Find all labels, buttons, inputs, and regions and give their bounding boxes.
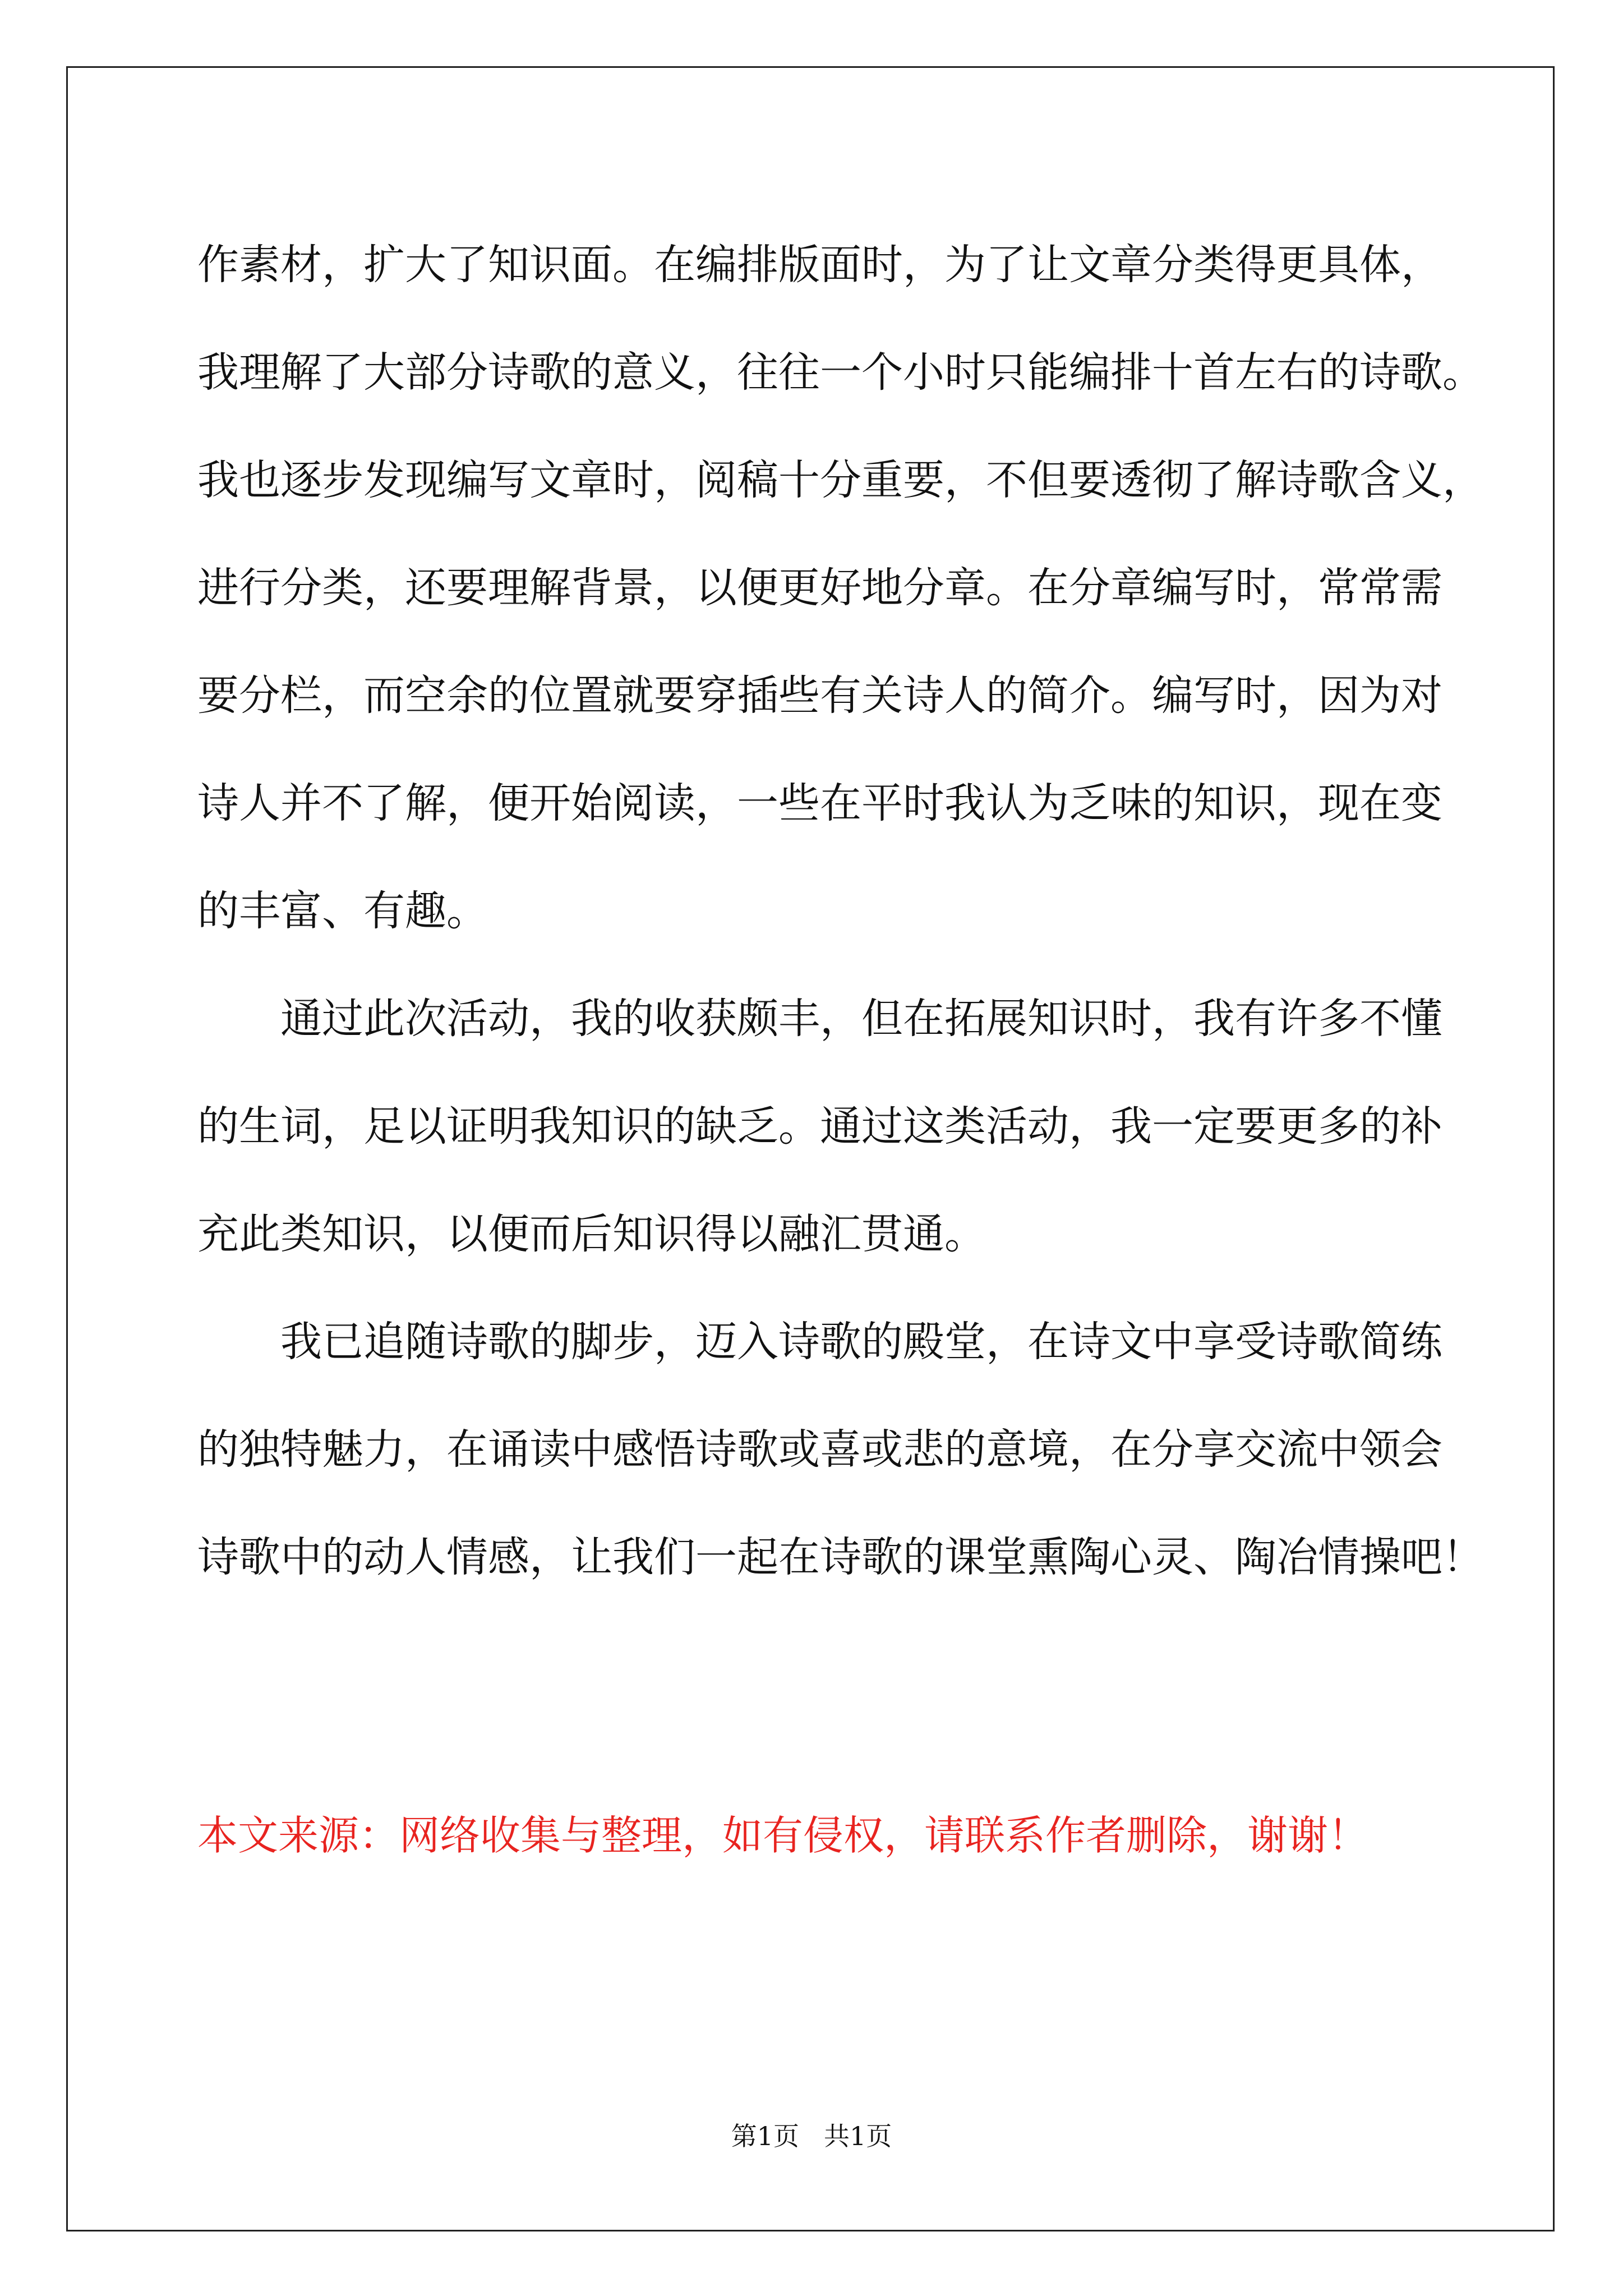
- text-line: 我已追随诗歌的脚步，迈入诗歌的殿堂，在诗文中享受诗歌简练: [280, 1318, 1442, 1366]
- text-line: 的生词，足以证明我知识的缺乏。通过这类活动，我一定要更多的补: [197, 1102, 1442, 1151]
- text-line: 进行分类，还要理解背景，以便更好地分章。在分章编写时，常常需: [197, 564, 1442, 612]
- text-line: 诗人并不了解，便开始阅读，一些在平时我认为乏味的知识，现在变: [197, 779, 1442, 827]
- paragraph-2: [197, 965, 1442, 1288]
- paragraph-1: [197, 211, 1484, 965]
- text-line: 诗歌中的动人情感，让我们一起在诗歌的课堂熏陶心灵、陶冶情操吧！: [197, 1533, 1484, 1581]
- text-line: 作素材，扩大了知识面。在编排版面时，为了让文章分类得更具体，: [197, 241, 1442, 289]
- paragraph-3: [197, 1288, 1484, 1611]
- text-line: 要分栏，而空余的位置就要穿插些有关诗人的简介。编写时，因为对: [197, 671, 1442, 720]
- text-line: 的丰富、有趣。: [197, 887, 488, 935]
- text-line: 通过此次活动，我的收获颇丰，但在拓展知识时，我有许多不懂: [280, 995, 1442, 1043]
- page-number-total: 共1页: [823, 2121, 892, 2151]
- text-line: 充此类知识，以便而后知识得以融汇贯通。: [197, 1210, 986, 1258]
- text-line: 我理解了大部分诗歌的意义，往往一个小时只能编排十首左右的诗歌。: [197, 348, 1484, 397]
- document-body: [197, 211, 1484, 1611]
- page-footer: [0, 2119, 1623, 2153]
- text-line: 我也逐步发现编写文章时，阅稿十分重要，不但要透彻了解诗歌含义，: [197, 456, 1484, 504]
- source-note: 本文来源：网络收集与整理，如有侵权，请联系作者删除，谢谢！: [197, 1812, 1369, 1859]
- page-number-current: 第1页: [731, 2121, 800, 2151]
- text-line: 的独特魅力，在诵读中感悟诗歌或喜或悲的意境，在分享交流中领会: [197, 1425, 1442, 1474]
